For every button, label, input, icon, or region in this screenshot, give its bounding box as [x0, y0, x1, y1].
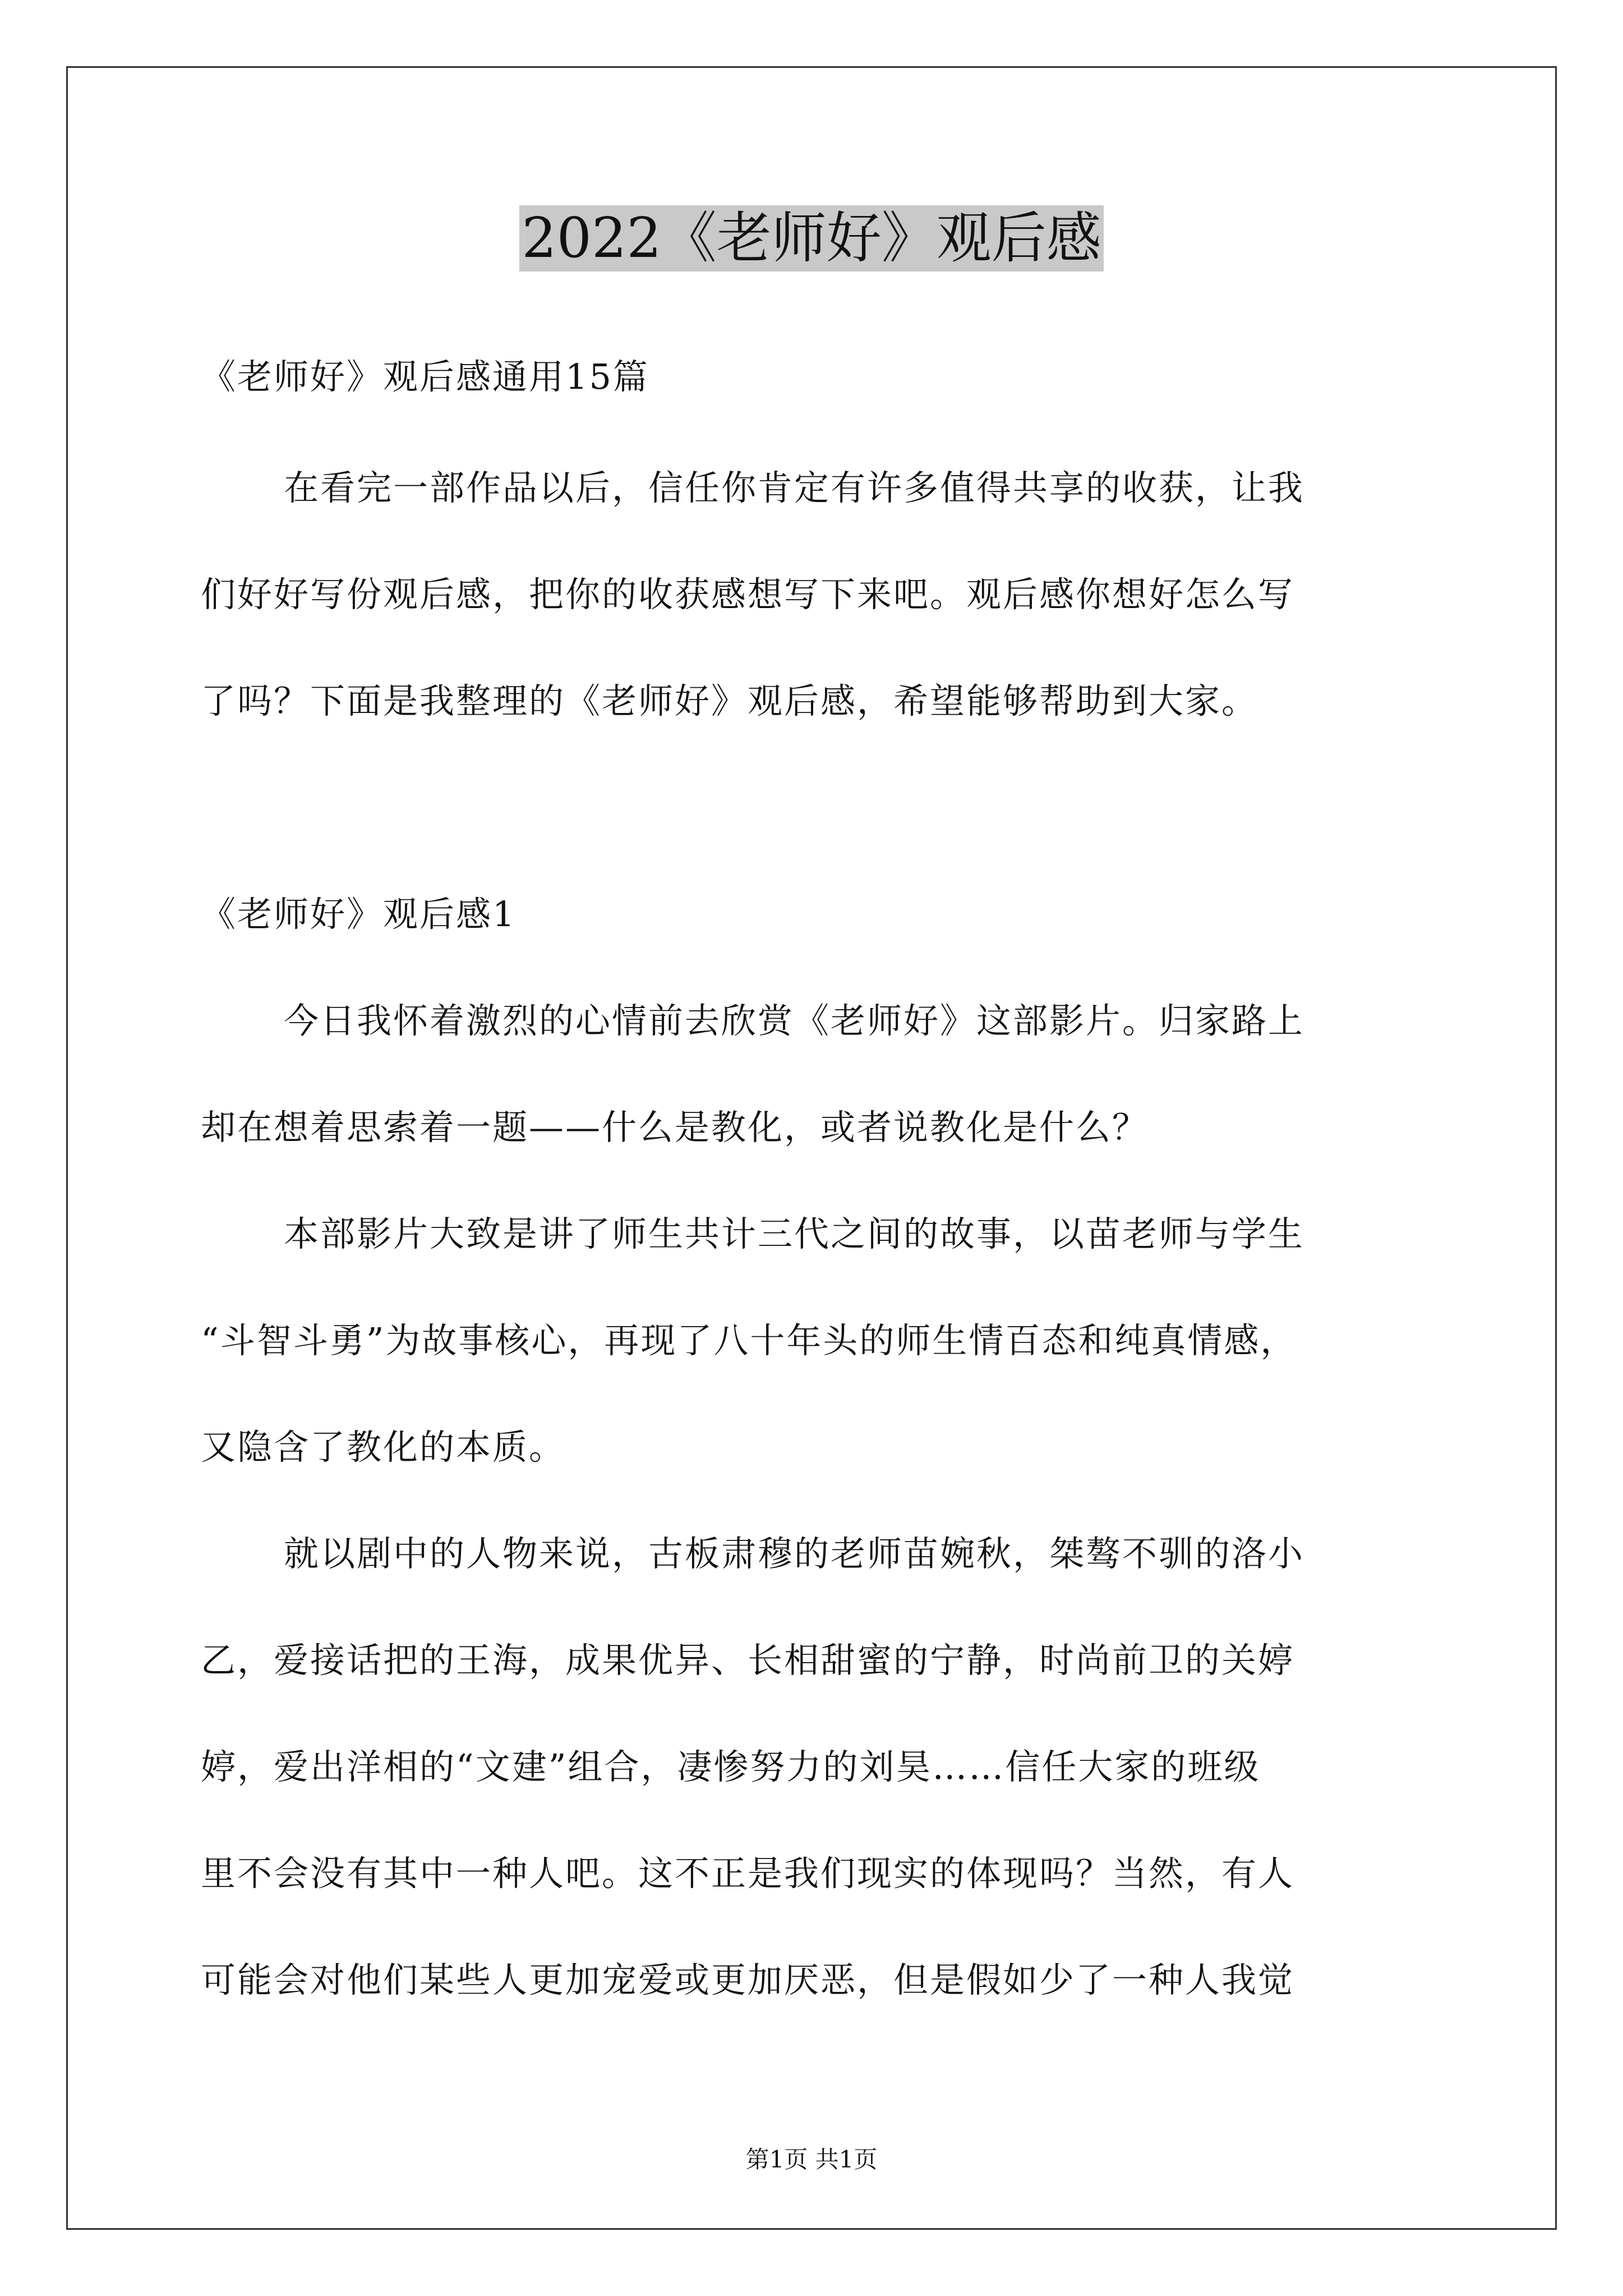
- intro-line-1: 在看完一部作品以后，信任你肯定有许多值得共享的收获，让我: [284, 467, 1305, 508]
- para3-line-3: 婷，爱出洋相的“文建”组合，凄惨努力的刘昊……信任大家的班级: [201, 1746, 1261, 1787]
- document-title-text: 2022《老师好》观后感: [519, 205, 1103, 272]
- document-subtitle: 《老师好》观后感通用15篇: [201, 356, 649, 397]
- para2-line-2: “斗智斗勇”为故事核心，再现了八十年头的师生情百态和纯真情感，: [201, 1320, 1297, 1361]
- intro-line-3: 了吗？下面是我整理的《老师好》观后感，希望能够帮助到大家。: [201, 680, 1258, 721]
- para2-line-3: 又隐含了教化的本质。: [201, 1427, 566, 1467]
- document-title: [0, 202, 1623, 275]
- para3-line-4: 里不会没有其中一种人吧。这不正是我们现实的体现吗？当然，有人: [201, 1853, 1295, 1894]
- para3-line-1: 就以剧中的人物来说，古板肃穆的老师苗婉秋，桀骜不驯的洛小: [284, 1533, 1305, 1574]
- para1-line-1: 今日我怀着激烈的心情前去欣赏《老师好》这部影片。归家路上: [284, 1000, 1305, 1041]
- para3-line-2: 乙，爱接话把的王海，成果优异、长相甜蜜的宁静，时尚前卫的关婷: [201, 1640, 1295, 1681]
- page-footer: 第1页 共1页: [745, 2146, 878, 2173]
- para3-line-5: 可能会对他们某些人更加宠爱或更加厌恶，但是假如少了一种人我觉: [201, 1959, 1295, 2000]
- intro-line-2: 们好好写份观后感，把你的收获感想写下来吧。观后感你想好怎么写: [201, 574, 1295, 615]
- para2-line-1: 本部影片大致是讲了师生共计三代之间的故事，以苗老师与学生: [284, 1213, 1305, 1254]
- section-heading: 《老师好》观后感1: [201, 894, 517, 935]
- para1-line-2: 却在想着思索着一题——什么是教化，或者说教化是什么？: [201, 1107, 1149, 1148]
